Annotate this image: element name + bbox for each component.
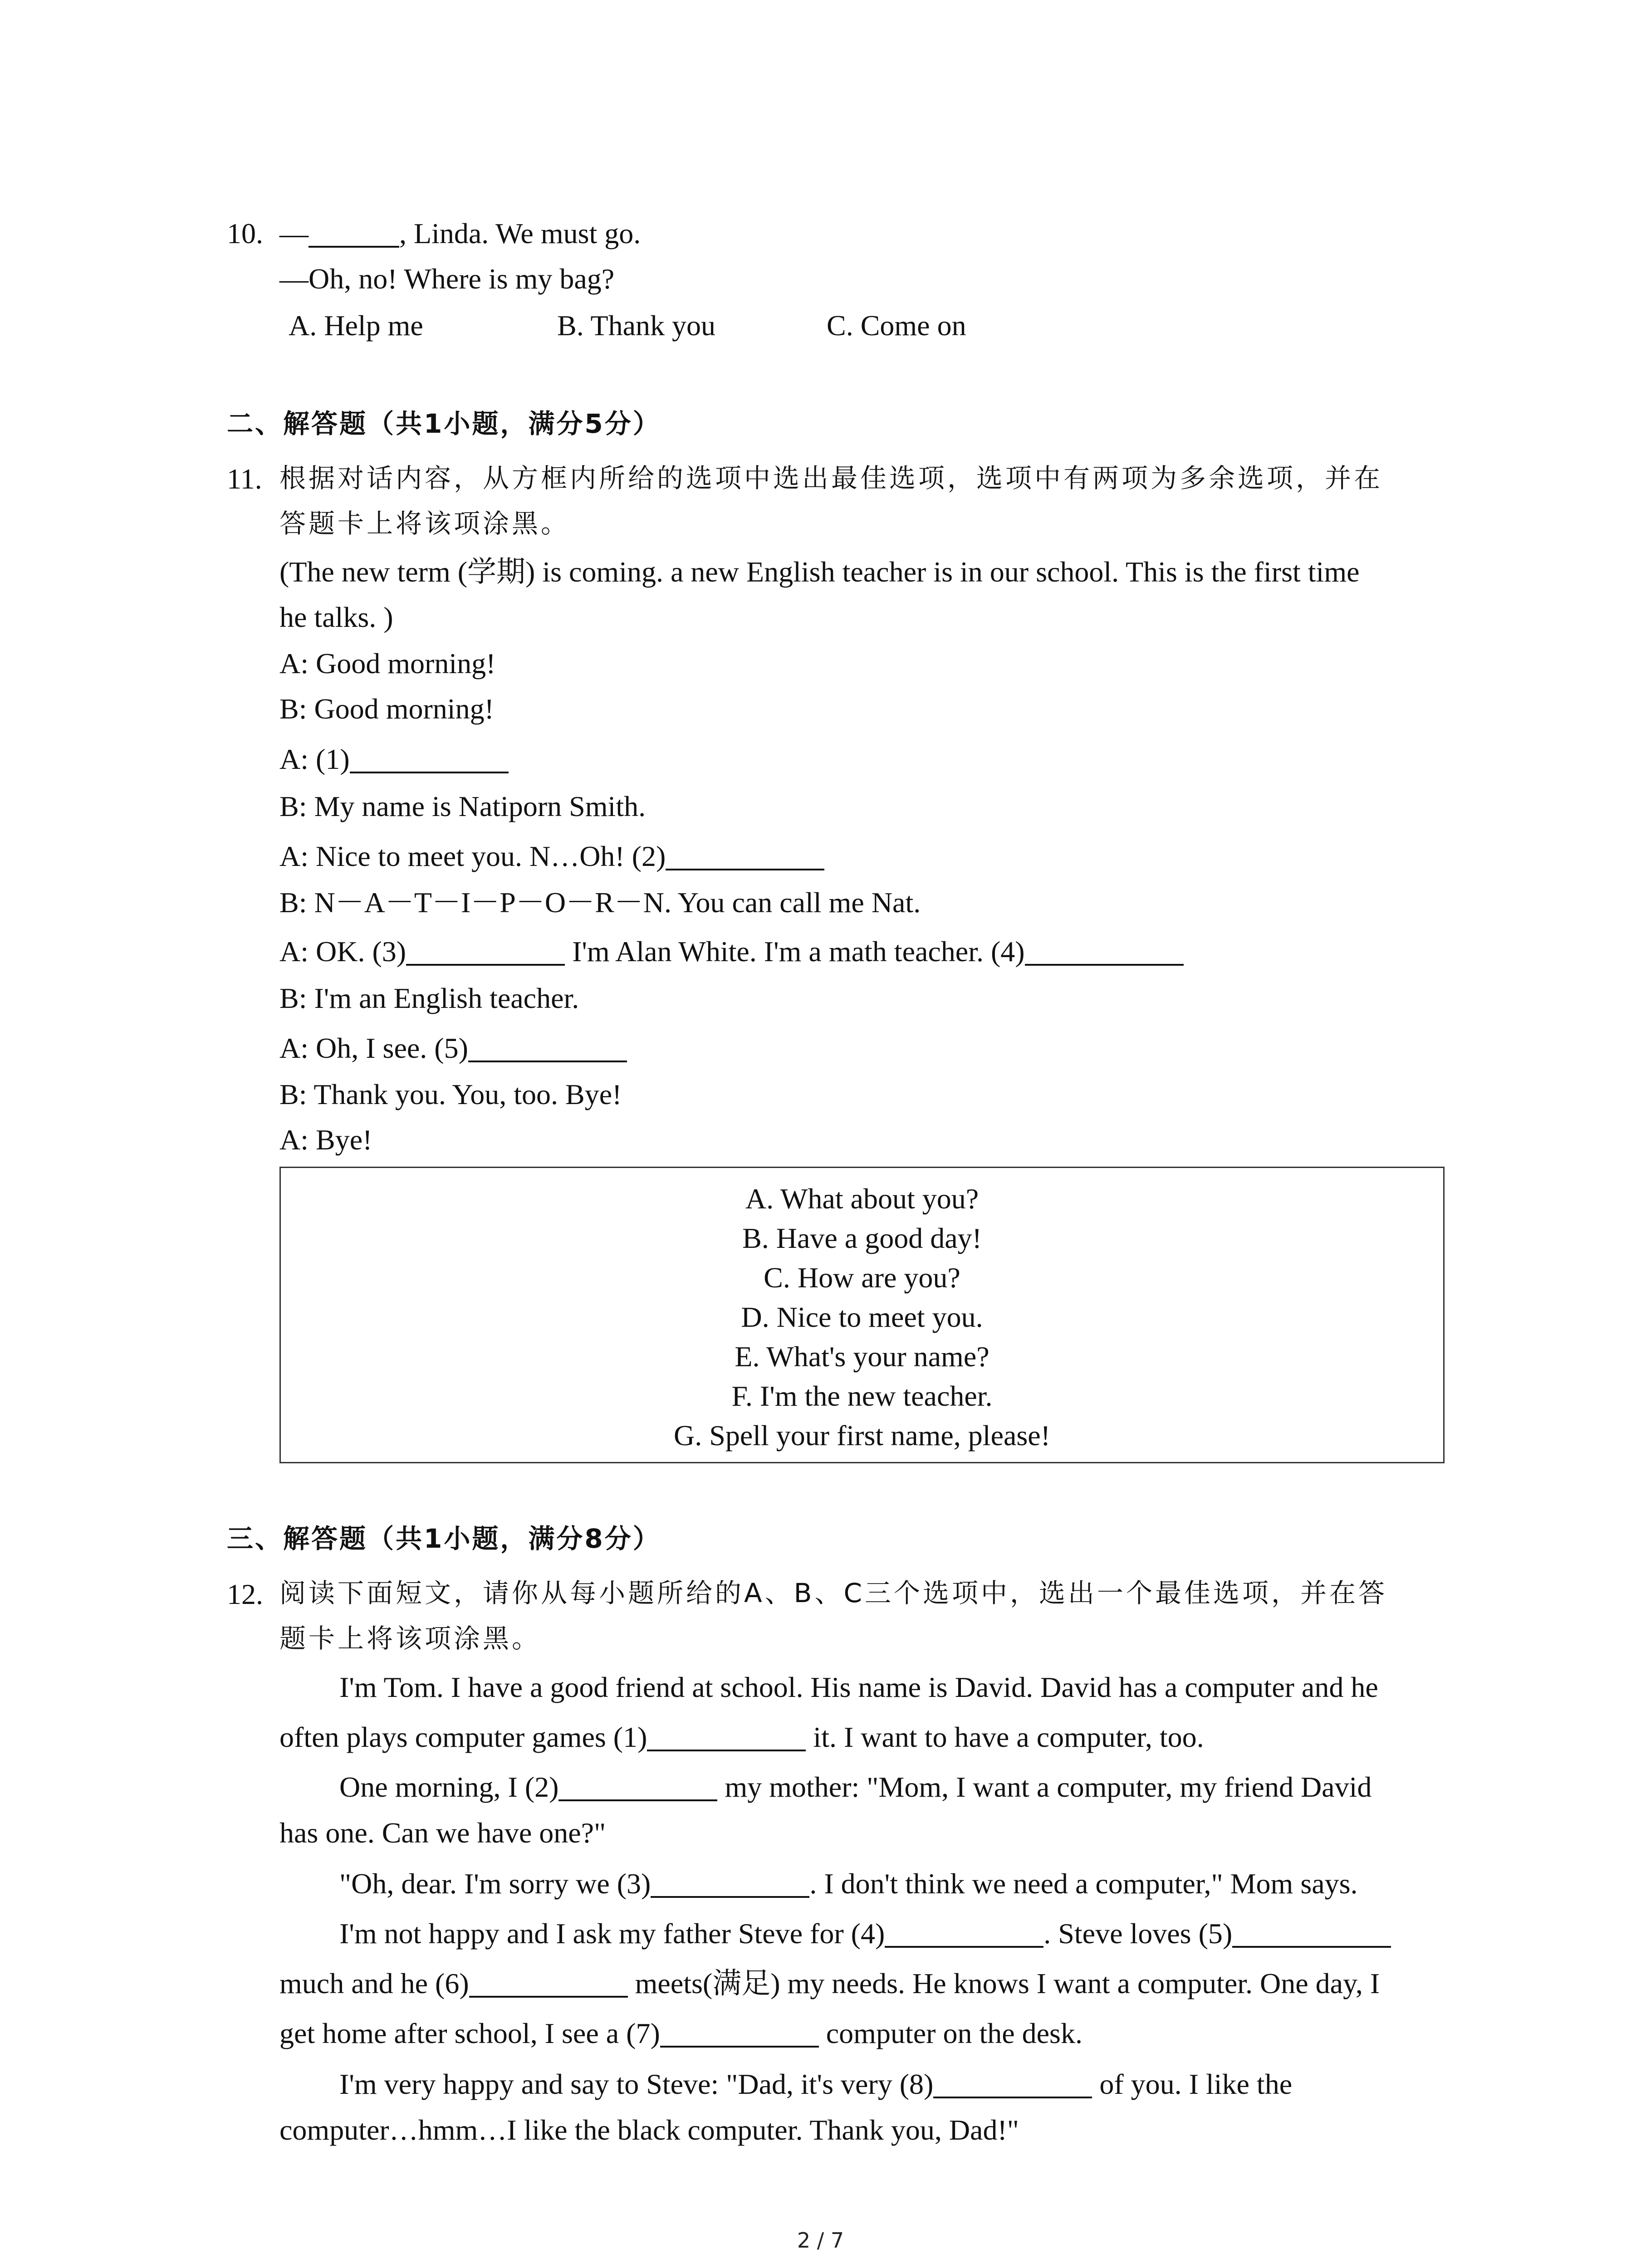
passage-text: I'm very happy and say to Steve: "Dad, it's very (8) (339, 2068, 934, 2100)
dialogue-line: A: Bye! (279, 1124, 372, 1156)
option-b[interactable]: B. Thank you (557, 309, 716, 342)
box-option-c: C. How are you? (764, 1261, 960, 1294)
answer-blank-3[interactable] (406, 936, 565, 966)
dialogue-line: B: I'm an English teacher. (279, 982, 579, 1014)
passage-line (279, 1720, 1204, 1755)
passage-text: it. I want to have a computer, too. (806, 1721, 1204, 1753)
question-number: 10. (227, 217, 263, 249)
options-box (279, 1167, 1445, 1463)
question-10-line-2: —Oh, no! Where is my bag? (279, 263, 615, 295)
passage-text: . I don't think we need a computer," Mom says. (809, 1867, 1358, 1900)
dialogue-line: B: Thank you. You, too. Bye! (279, 1078, 622, 1110)
passage-blank-1[interactable] (647, 1721, 806, 1751)
dialogue-line (279, 839, 824, 874)
answer-blank-1[interactable] (350, 743, 509, 773)
option-a[interactable]: A. Help me (289, 309, 423, 342)
dialogue-text: A: OK. (3) (279, 935, 407, 968)
passage-text: meets(满足) my needs. He knows I want a computer. One day, I (627, 1967, 1380, 1999)
box-option-a: A. What about you? (745, 1183, 979, 1215)
passage-text: get home after school, I see a (7) (279, 2017, 660, 2049)
dialogue-text: A: (1) (279, 743, 350, 775)
passage-line (339, 1867, 1358, 1901)
passage-blank-5[interactable] (1232, 1918, 1391, 1948)
passage-text: of you. I like the (1092, 2068, 1293, 2100)
dialogue-line (279, 742, 509, 777)
passage-line: I'm Tom. I have a good friend at school. His name is David. David has a computer and he (339, 1671, 1378, 1703)
box-option-e: E. What's your name? (735, 1340, 989, 1373)
option-c[interactable]: C. Come on (827, 309, 966, 342)
instruction-line-2: 题卡上将该项涂黑。 (279, 1623, 541, 1654)
instruction-line-2: 答题卡上将该项涂黑。 (279, 508, 570, 539)
dialogue-line: B: My name is Natiporn Smith. (279, 790, 646, 822)
passage-line (339, 2067, 1292, 2102)
answer-blank[interactable] (309, 218, 399, 248)
passage-blank-7[interactable] (660, 2018, 819, 2048)
answer-blank-4[interactable] (1025, 936, 1184, 966)
passage-text: . Steve loves (5) (1043, 1917, 1233, 1950)
section-3-title: 三、解答题（共1小题，满分8分） (227, 1523, 661, 1554)
passage-blank-4[interactable] (885, 1918, 1043, 1948)
box-option-d: D. Nice to meet you. (741, 1301, 983, 1333)
dialogue-line (279, 934, 1184, 969)
question-10-line-1 (279, 216, 641, 251)
passage-line (279, 2016, 1083, 2051)
answer-blank-5[interactable] (468, 1032, 627, 1062)
box-option-g: G. Spell your first name, please! (674, 1419, 1050, 1452)
passage-text: computer on the desk. (818, 2017, 1083, 2049)
question-number: 11. (227, 463, 262, 495)
section-2-title: 二、解答题（共1小题，满分5分） (227, 408, 661, 439)
passage-text: I'm not happy and I ask my father Steve for (4) (339, 1917, 885, 1950)
dialogue-text: A: Oh, I see. (5) (279, 1032, 468, 1064)
page-number: 2 / 7 (797, 2228, 844, 2253)
passage-text: often plays computer games (1) (279, 1721, 647, 1753)
question-number: 12. (227, 1578, 263, 1610)
instruction-line-1: 根据对话内容，从方框内所给的选项中选出最佳选项，选项中有两项为多余选项，并在 (279, 463, 1383, 494)
passage-text: my mother: "Mom, I want a computer, my friend David (717, 1771, 1372, 1803)
passage-blank-3[interactable] (651, 1868, 809, 1898)
passage-line (279, 1966, 1380, 2001)
dialogue-line: B: N－A－T－I－P－O－R－N. You can call me Nat. (279, 886, 921, 919)
passage-line (339, 1916, 1391, 1951)
box-option-f: F. I'm the new teacher. (731, 1380, 993, 1412)
passage-blank-8[interactable] (933, 2068, 1092, 2098)
instruction-line-1: 阅读下面短文，请你从每小题所给的A、B、C三个选项中，选出一个最佳选项，并在答 (279, 1578, 1387, 1608)
passage-line: computer…hmm…I like the black computer. Thank you, Dad!" (279, 2114, 1019, 2146)
dialogue-text: I'm Alan White. I'm a math teacher. (4) (565, 935, 1025, 968)
dialogue-line: A: Good morning! (279, 647, 496, 679)
dash: — (279, 217, 309, 249)
question-text: , Linda. We must go. (399, 217, 641, 249)
passage-text: "Oh, dear. I'm sorry we (3) (339, 1867, 651, 1900)
context-line-2: he talks. ) (279, 601, 393, 633)
dialogue-line: B: Good morning! (279, 693, 494, 725)
context-line-1: (The new term (学期) is coming. a new English teacher is in our school. This is the first time (279, 556, 1360, 588)
dialogue-line (279, 1031, 627, 1066)
box-option-b: B. Have a good day! (742, 1222, 982, 1254)
passage-blank-2[interactable] (558, 1771, 717, 1801)
answer-blank-2[interactable] (666, 841, 824, 870)
dialogue-text: A: Nice to meet you. N…Oh! (2) (279, 840, 666, 872)
passage-line: has one. Can we have one?" (279, 1817, 606, 1849)
passage-text: One morning, I (2) (339, 1771, 559, 1803)
passage-blank-6[interactable] (469, 1968, 628, 1998)
passage-line (339, 1770, 1372, 1805)
passage-text: much and he (6) (279, 1967, 469, 1999)
